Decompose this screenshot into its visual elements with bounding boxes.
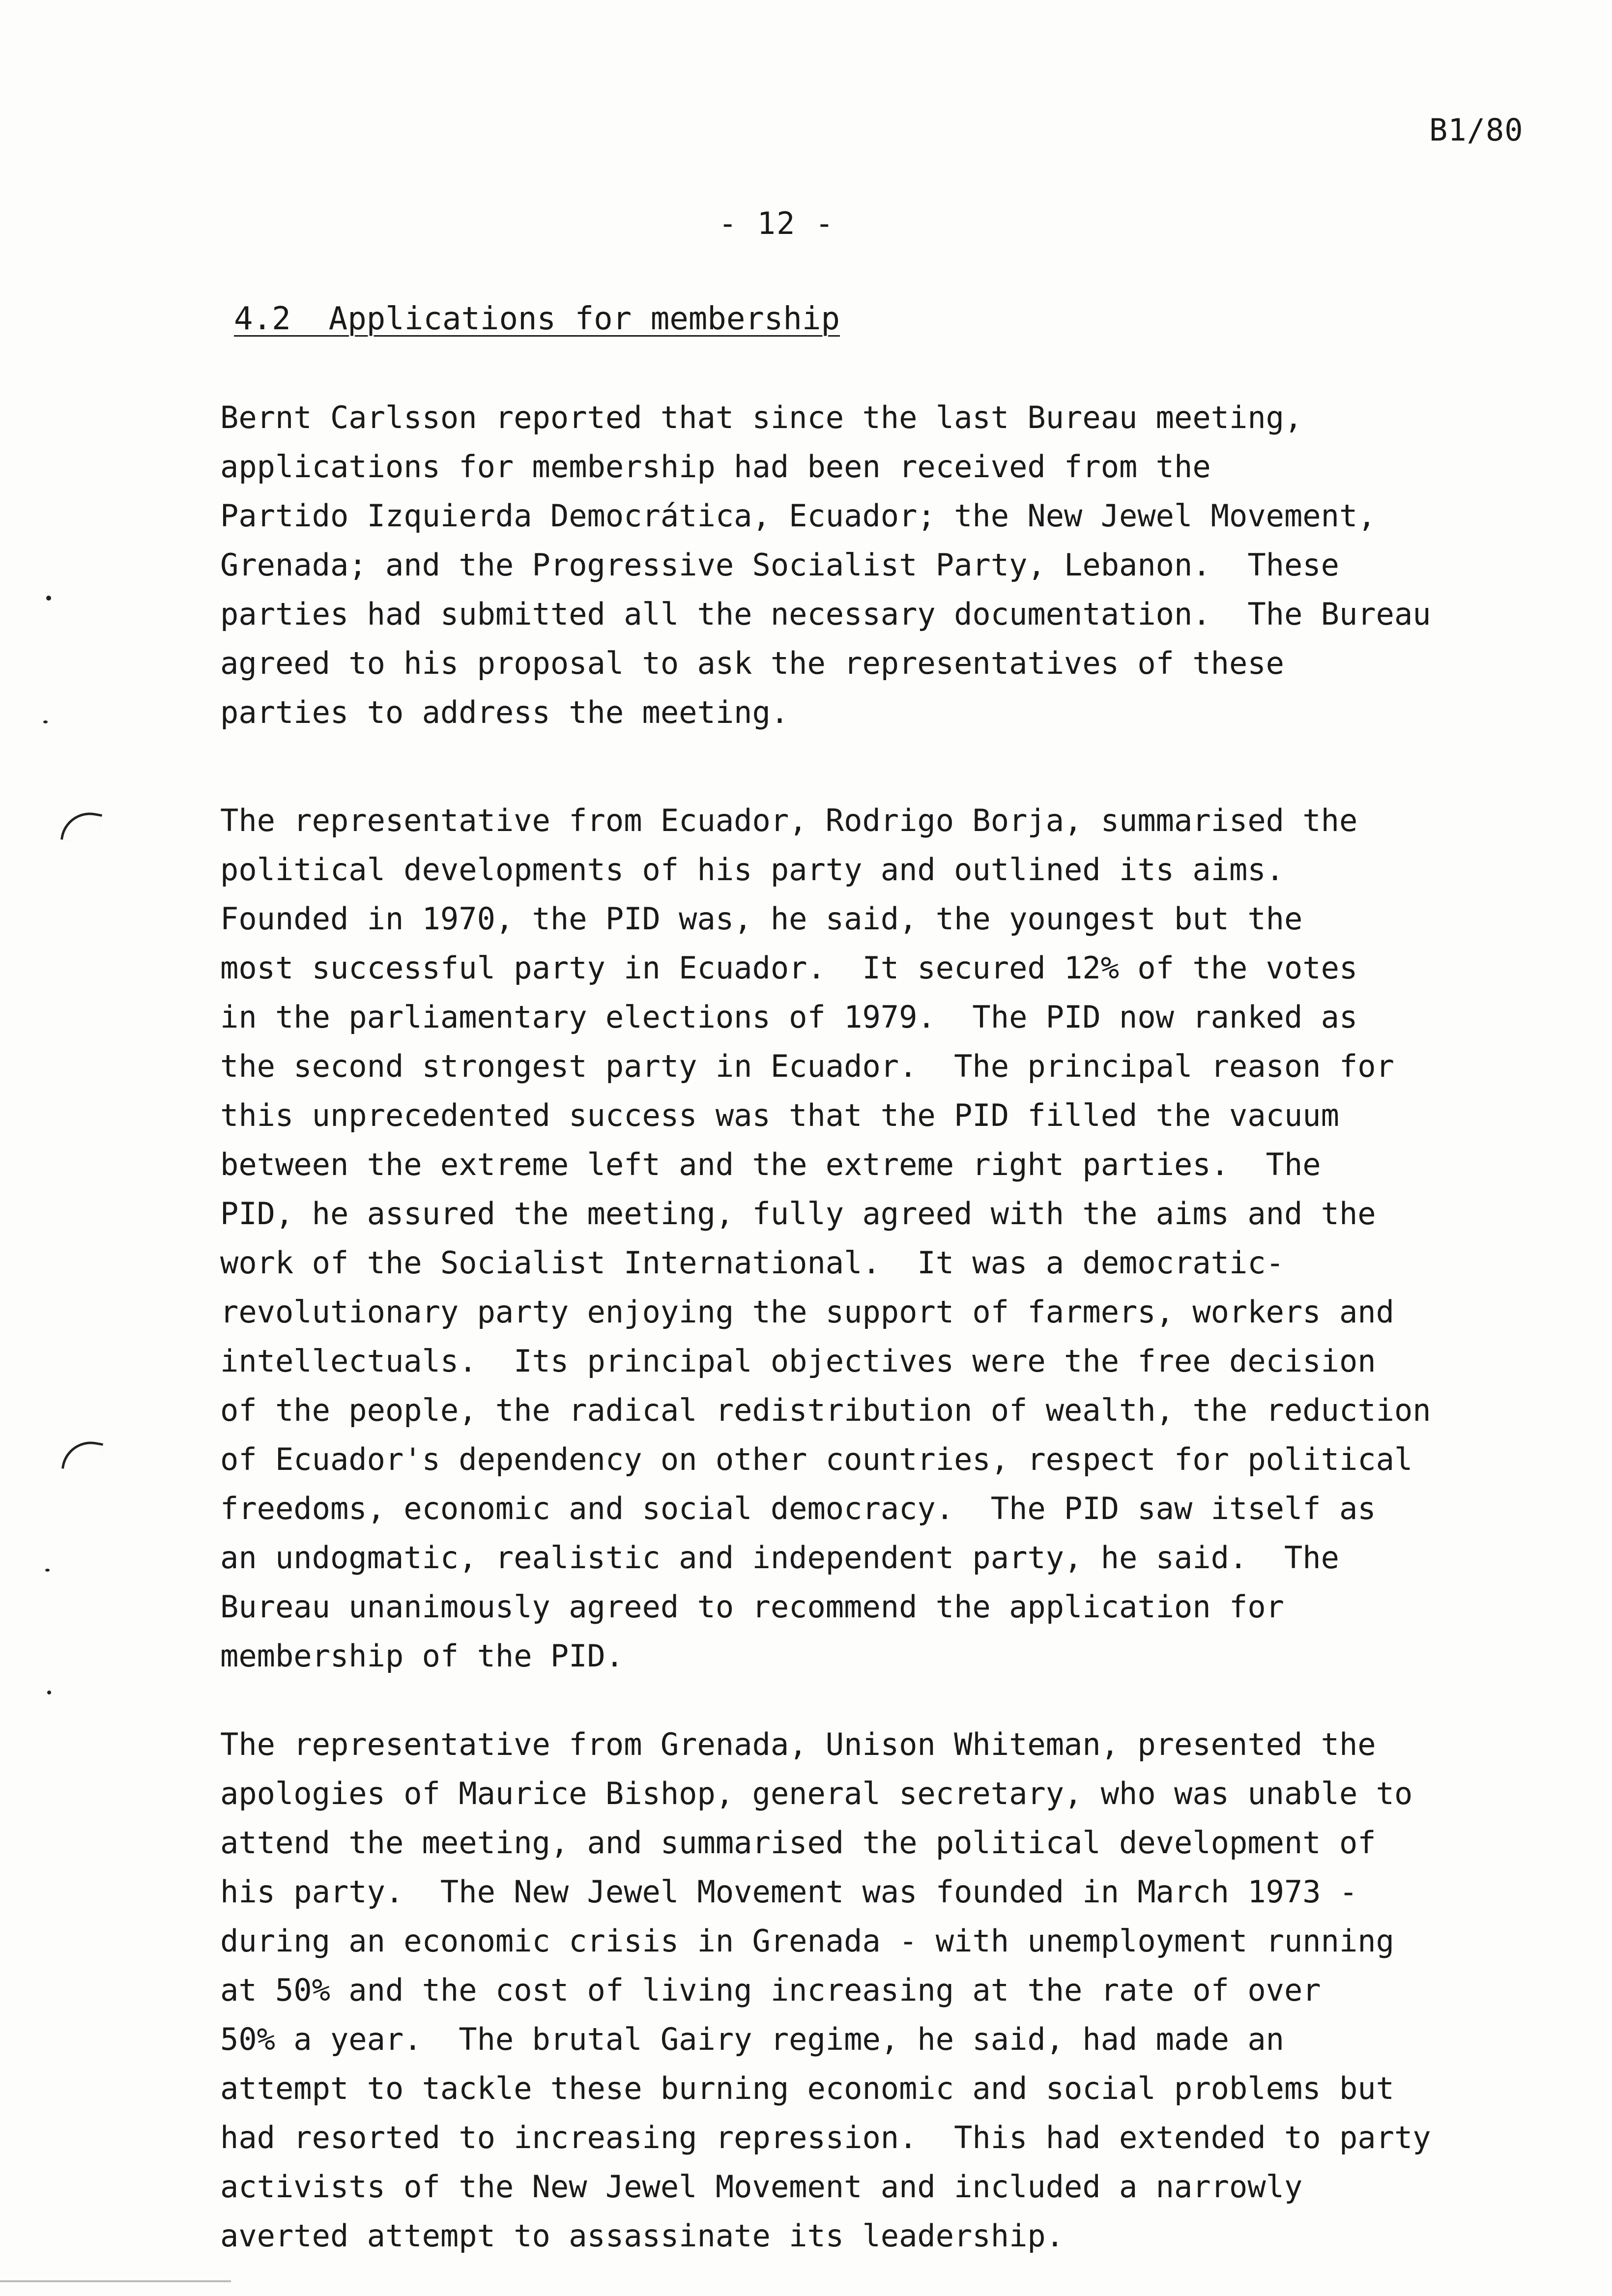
paragraph-line: had resorted to increasing repression. This had extended to party [220, 2120, 1431, 2155]
paragraph-line: PID, he assured the meeting, fully agreed with the aims and the [220, 1196, 1376, 1232]
margin-hole-mark [60, 808, 102, 846]
margin-dot [43, 720, 48, 723]
paragraph-line: freedoms, economic and social democracy. The PID saw itself as [220, 1491, 1376, 1526]
section-heading: 4.2 Applications for membership [234, 301, 840, 337]
paragraph-line: Bureau unanimously agreed to recommend the application for [220, 1589, 1284, 1625]
paragraph-line: Partido Izquierda Democrática, Ecuador; the New Jewel Movement, [220, 498, 1376, 534]
paragraph-line: work of the Socialist International. It was a democratic- [220, 1245, 1284, 1281]
paragraph-line: parties had submitted all the necessary documentation. The Bureau [220, 596, 1431, 632]
paragraph-line: his party. The New Jewel Movement was founded in March 1973 - [220, 1874, 1358, 1910]
paragraph-line: during an economic crisis in Grenada - with unemployment running [220, 1923, 1394, 1959]
paragraph-line: attempt to tackle these burning economic and social problems but [220, 2070, 1394, 2106]
paragraph-line: agreed to his proposal to ask the representatives of these [220, 645, 1284, 681]
paragraph-line: of the people, the radical redistribution of wealth, the reduction [220, 1392, 1431, 1428]
margin-dot [46, 596, 51, 601]
paragraph-line: intellectuals. Its principal objectives were the free decision [220, 1343, 1376, 1379]
paragraph-line: this unprecedented success was that the PID filled the vacuum [220, 1097, 1339, 1133]
paragraph-line: 50% a year. The brutal Gairy regime, he said, had made an [220, 2021, 1284, 2057]
margin-hole-mark [61, 1437, 103, 1475]
paragraph-line: in the parliamentary elections of 1979. The PID now ranked as [220, 999, 1358, 1035]
paragraph-line: The representative from Ecuador, Rodrigo Borja, summarised the [220, 803, 1358, 838]
scan-edge-line [0, 2280, 231, 2282]
document-reference: B1/80 [1429, 112, 1524, 148]
paragraph-line: of Ecuador's dependency on other countries, respect for political [220, 1441, 1413, 1477]
paragraph-line: Founded in 1970, the PID was, he said, the youngest but the [220, 901, 1303, 937]
paragraph-line: political developments of his party and outlined its aims. [220, 852, 1284, 888]
paragraph-line: applications for membership had been received from the [220, 449, 1211, 485]
paragraph-line: membership of the PID. [220, 1638, 624, 1674]
margin-dot [47, 1691, 51, 1694]
paragraph-line: the second strongest party in Ecuador. The principal reason for [220, 1048, 1394, 1084]
margin-dot [45, 1569, 50, 1572]
paragraph-ecuador-representative [220, 796, 1547, 1681]
paragraph-line: an undogmatic, realistic and independent party, he said. The [220, 1540, 1339, 1576]
page-number: - 12 - [719, 205, 835, 241]
paragraph-line: parties to address the meeting. [220, 694, 789, 730]
paragraph-line: Bernt Carlsson reported that since the last Bureau meeting, [220, 400, 1303, 435]
paragraph-line: between the extreme left and the extreme right parties. The [220, 1147, 1321, 1182]
paragraph-line: at 50% and the cost of living increasing at the rate of over [220, 1972, 1321, 2008]
paragraph-line: attend the meeting, and summarised the political development of [220, 1825, 1376, 1861]
paragraph-applications-report [220, 393, 1547, 737]
paragraph-line: most successful party in Ecuador. It secured 12% of the votes [220, 950, 1358, 986]
paragraph-line: The representative from Grenada, Unison Whiteman, presented the [220, 1726, 1376, 1762]
paragraph-line: averted attempt to assassinate its leadership. [220, 2218, 1065, 2254]
paragraph-line: revolutionary party enjoying the support of farmers, workers and [220, 1294, 1394, 1330]
paragraph-line: activists of the New Jewel Movement and included a narrowly [220, 2169, 1303, 2205]
paragraph-line: apologies of Maurice Bishop, general secretary, who was unable to [220, 1776, 1413, 1811]
paragraph-line: Grenada; and the Progressive Socialist Party, Lebanon. These [220, 547, 1339, 583]
paragraph-grenada-representative [220, 1720, 1547, 2261]
